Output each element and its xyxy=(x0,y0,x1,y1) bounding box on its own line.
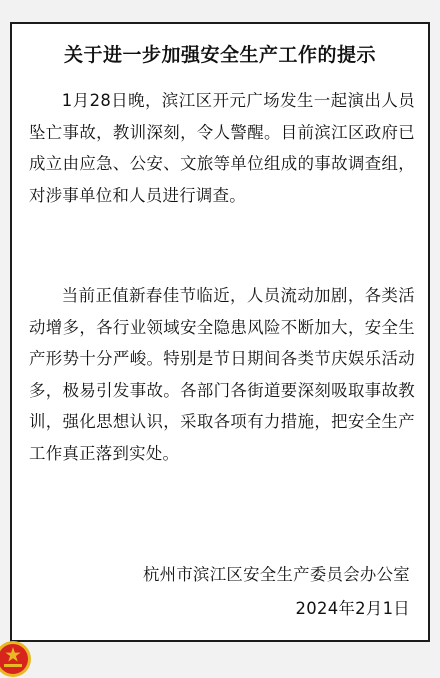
issue-date: 2024年2月1日 xyxy=(295,599,410,618)
notice-paragraph-2: 当前正值新春佳节临近，人员流动加剧，各类活动增多，各行业领域安全隐患风险不断加大，安全生产形势十分严峻。特别是节日期间各类节庆娱乐活动多，极易引发事故。各部门各街道要深刻吸取事故教训，强化思想认识，采取各项有力措施，把安全生产工作真正落到实处。 xyxy=(29,286,415,463)
notice-title: 关于进一步加强安全生产工作的提示 xyxy=(63,44,376,66)
national-emblem-icon xyxy=(0,640,32,678)
notice-paragraph-1: 1月28日晚，滨江区开元广场发生一起演出人员坠亡事故，教训深刻，令人警醒。目前滨江区政府已成立由应急、公安、文旅等单位组成的事故调查组，对涉事单位和人员进行调查。 xyxy=(29,91,415,205)
issuer-name: 杭州市滨江区安全生产委员会办公室 xyxy=(142,565,410,584)
notice-document xyxy=(10,22,430,642)
